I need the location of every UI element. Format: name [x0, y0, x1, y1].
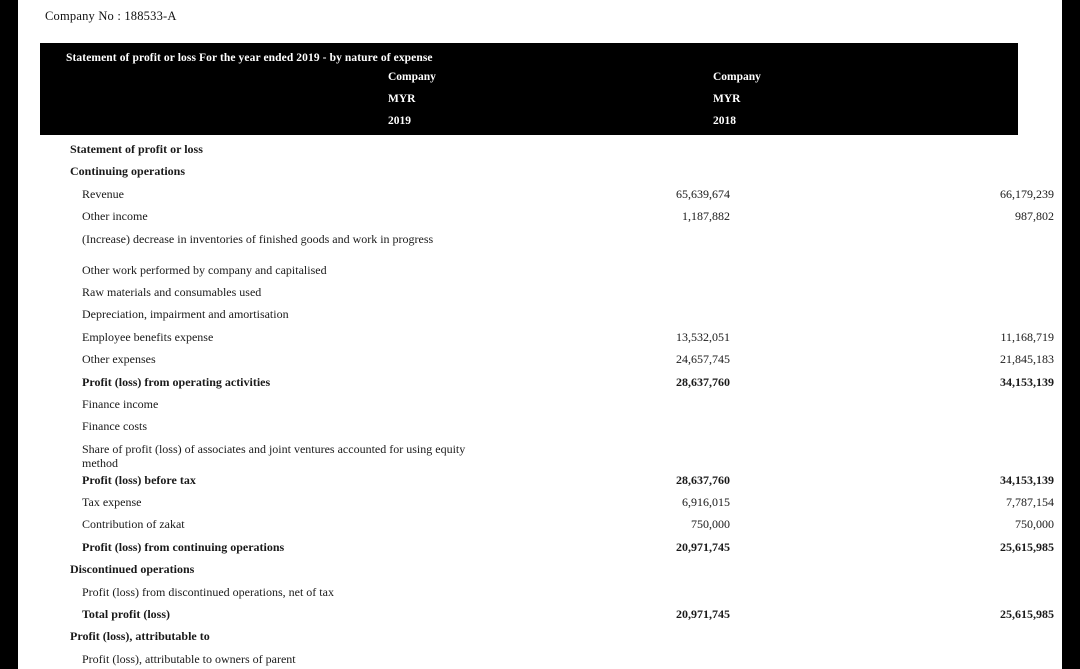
table-header — [40, 43, 1018, 135]
table-row — [40, 229, 1018, 260]
column-2-currency: MYR — [713, 93, 741, 105]
table-row — [40, 582, 1018, 604]
row-label: Profit (loss) from discontinued operations, net of tax — [82, 584, 334, 599]
row-value-2018: 25,615,985 — [1000, 539, 1054, 554]
table-row — [40, 394, 1018, 416]
profit-or-loss-table — [40, 43, 1054, 669]
document-page — [18, 0, 1062, 669]
column-1-currency: MYR — [388, 93, 416, 105]
table-row — [40, 514, 1054, 536]
row-value-2019: 65,639,674 — [676, 186, 730, 201]
table-body — [40, 135, 1054, 669]
row-value-2019: 750,000 — [691, 517, 730, 532]
column-1-year: 2019 — [388, 115, 411, 127]
row-value-2018: 66,179,239 — [1000, 186, 1054, 201]
row-label: (Increase) decrease in inventories of finished goods and work in progress — [82, 231, 434, 246]
row-value-2019: 24,657,745 — [676, 352, 730, 367]
row-value-2018: 11,168,719 — [1000, 329, 1054, 344]
row-value-2018: 7,787,154 — [1006, 495, 1054, 510]
table-row — [40, 416, 1018, 438]
table-row — [40, 327, 1054, 349]
row-label: Profit (loss), attributable to — [70, 629, 210, 644]
row-label: Discontinued operations — [70, 562, 195, 577]
table-row — [40, 304, 1018, 326]
row-label: Other work performed by company and capitalised — [82, 262, 327, 277]
row-label: Depreciation, impairment and amortisation — [82, 307, 289, 322]
row-label: Employee benefits expense — [82, 329, 214, 344]
row-value-2019: 20,971,745 — [676, 539, 730, 554]
table-row — [40, 282, 1018, 304]
table-row — [40, 649, 1018, 669]
row-label: Tax expense — [82, 495, 142, 510]
table-row — [40, 559, 1018, 581]
column-1-entity: Company — [388, 71, 436, 83]
row-value-2019: 13,532,051 — [676, 329, 730, 344]
row-label: Share of profit (loss) of associates and joint ventures accounted for using equity method — [82, 441, 466, 470]
column-2-year: 2018 — [713, 115, 736, 127]
table-row — [40, 492, 1054, 514]
table-row — [40, 184, 1054, 206]
row-value-2018: 25,615,985 — [1000, 607, 1054, 622]
row-label: Revenue — [82, 186, 124, 201]
table-row — [40, 349, 1054, 371]
row-value-2018: 34,153,139 — [1000, 472, 1054, 487]
row-label: Finance income — [82, 396, 159, 411]
row-value-2018: 34,153,139 — [1000, 374, 1054, 389]
table-row — [40, 626, 1018, 648]
row-label: Contribution of zakat — [82, 517, 185, 532]
row-value-2018: 750,000 — [1015, 517, 1054, 532]
row-value-2019: 28,637,760 — [676, 472, 730, 487]
table-row — [40, 537, 1054, 559]
table-row — [40, 260, 1018, 282]
table-row — [40, 206, 1054, 228]
table-row — [40, 439, 1018, 470]
row-label: Statement of profit or loss — [70, 142, 203, 156]
row-label: Profit (loss) from continuing operations — [82, 539, 285, 554]
row-label: Profit (loss) before tax — [82, 472, 196, 487]
row-value-2019: 20,971,745 — [676, 607, 730, 622]
row-label: Raw materials and consumables used — [82, 284, 262, 299]
table-header-title: Statement of profit or loss For the year ended 2019 - by nature of expense — [66, 52, 433, 64]
table-row — [40, 604, 1054, 626]
row-value-2018: 987,802 — [1015, 209, 1054, 224]
row-value-2019: 28,637,760 — [676, 374, 730, 389]
row-value-2019: 1,187,882 — [682, 209, 730, 224]
row-value-2019: 6,916,015 — [682, 495, 730, 510]
table-row — [40, 372, 1054, 394]
table-row — [40, 161, 1018, 183]
table-row — [40, 139, 1018, 161]
row-label: Continuing operations — [70, 164, 186, 179]
column-2-entity: Company — [713, 71, 761, 83]
table-row — [40, 470, 1054, 492]
row-label: Total profit (loss) — [82, 607, 171, 622]
row-label: Other expenses — [82, 352, 156, 367]
row-label: Other income — [82, 209, 148, 224]
row-label: Profit (loss) from operating activities — [82, 374, 271, 389]
company-number: Company No : 188533-A — [45, 9, 177, 23]
row-label: Finance costs — [82, 419, 147, 434]
row-value-2018: 21,845,183 — [1000, 352, 1054, 367]
row-label: Profit (loss), attributable to owners of parent — [82, 651, 296, 666]
